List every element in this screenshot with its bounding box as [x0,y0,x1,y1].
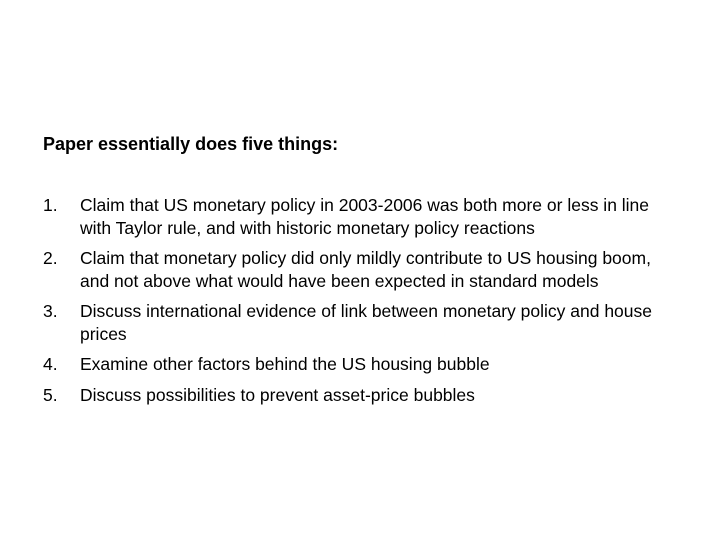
list-item [43,247,683,292]
list-item-text: Discuss international evidence of link between monetary policy and house prices [80,301,652,344]
list-item [43,194,683,239]
list-item-text: Examine other factors behind the US housing bubble [80,354,490,374]
list-item-number: 1. [43,195,58,215]
list-item-number: 3. [43,301,58,321]
list-item-text: Claim that monetary policy did only mildly contribute to US housing boom, and not above what would have been expected in standard models [80,248,651,291]
list-item [43,353,683,376]
list-item-text: Claim that US monetary policy in 2003-2006 was both more or less in line with Taylor rule, and with historic monetary policy reactions [80,195,650,238]
list-item-number: 2. [43,248,58,268]
list-item [43,384,683,407]
list-item-text: Discuss possibilities to prevent asset-price bubbles [80,384,475,405]
numbered-list [43,194,683,414]
list-item-number: 4. [43,354,58,374]
list-item [43,300,683,345]
list-item-number: 5. [43,384,58,405]
slide-heading: Paper essentially does five things: [43,134,339,154]
